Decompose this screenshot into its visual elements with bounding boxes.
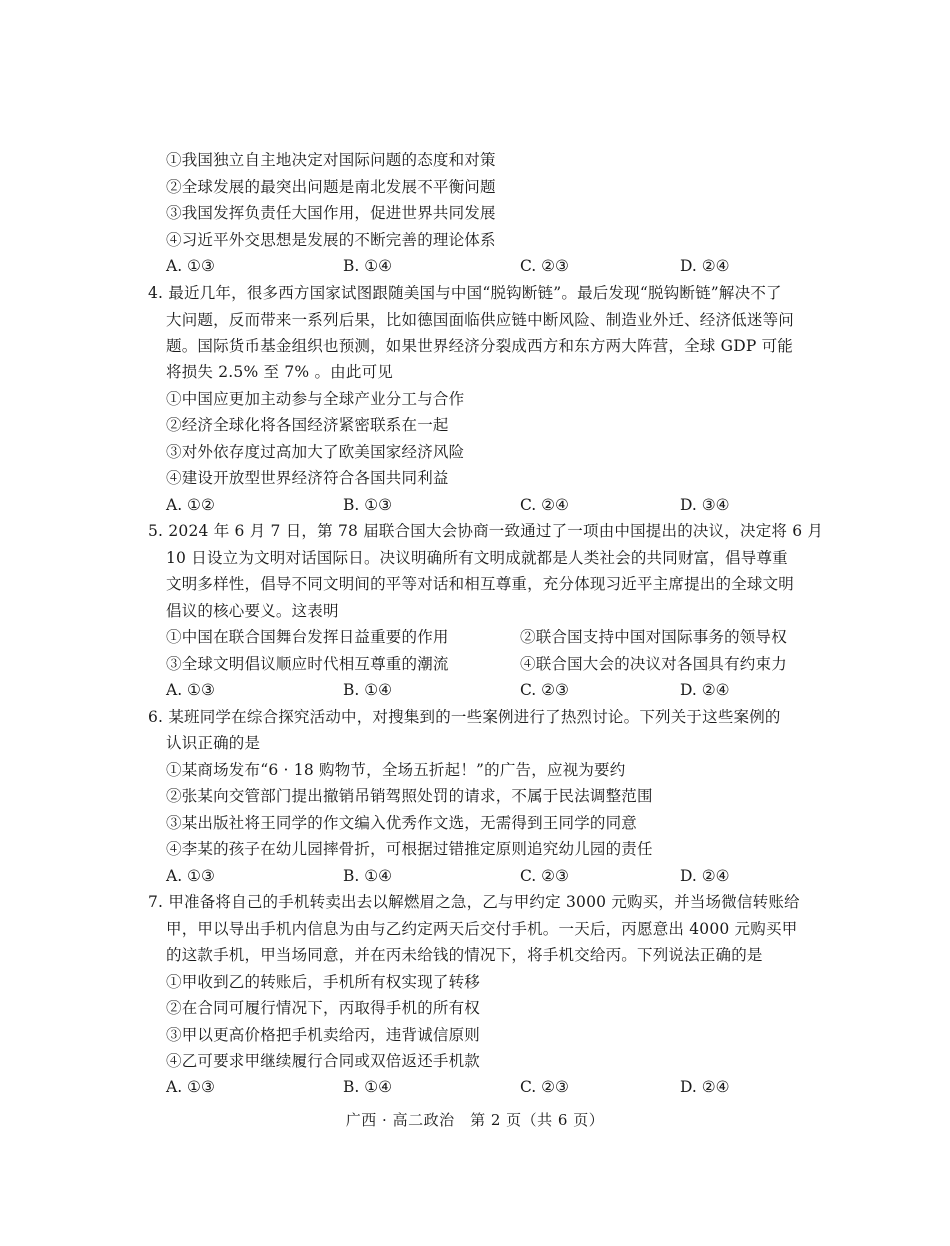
q4-stem-line-2: 大问题，反而带来一系列后果，比如德国面临供应链中断风险、制造业外迁、经济低迷等问 xyxy=(166,311,795,329)
q6-choice-c: C. ②③ xyxy=(520,867,569,885)
q6-stem-line-2: 认识正确的是 xyxy=(166,734,261,752)
q4-stem-line-4: 将损失 2.5% 至 7% 。由此可见 xyxy=(166,363,393,381)
q7-stem-line-3: 的这款手机，甲当场同意，并在丙未给钱的情况下，将手机交给丙。下列说法正确的是 xyxy=(166,946,763,964)
q7-choice-d: D. ②④ xyxy=(680,1078,730,1096)
q5-option-3: ③全球文明倡议顺应时代相互尊重的潮流 xyxy=(166,655,449,673)
page-footer: 广西 · 高二政治 第 2 页（共 6 页） xyxy=(345,1111,605,1129)
q3-option-3: ③我国发挥负责任大国作用，促进世界共同发展 xyxy=(166,204,496,222)
q6-stem-line-1: 6. 某班同学在综合探究活动中，对搜集到的一些案例进行了热烈讨论。下列关于这些案例的 xyxy=(148,708,781,726)
q3-choice-d: D. ②④ xyxy=(680,257,730,275)
q3-choice-c: C. ②③ xyxy=(520,257,569,275)
q4-stem-line-3: 题。国际货币基金组织也预测，如果世界经济分裂成西方和东方两大阵营，全球 GDP 可能 xyxy=(166,337,793,355)
q5-option-2: ②联合国支持中国对国际事务的领导权 xyxy=(520,628,787,646)
q5-stem-line-3: 文明多样性，倡导不同文明间的平等对话和相互尊重，充分体现习近平主席提出的全球文明 xyxy=(166,575,795,593)
q3-option-4: ④习近平外交思想是发展的不断完善的理论体系 xyxy=(166,231,496,249)
q7-stem-line-1: 7. 甲准备将自己的手机转卖出去以解燃眉之急，乙与甲约定 3000 元购买，并当场微信转账给 xyxy=(148,893,800,911)
q4-choice-a: A. ①② xyxy=(166,496,215,514)
q7-option-3: ③甲以更高价格把手机卖给丙，违背诚信原则 xyxy=(166,1026,481,1044)
q3-choice-a: A. ①③ xyxy=(166,257,215,275)
q4-option-3: ③对外依存度过高加大了欧美国家经济风险 xyxy=(166,443,465,461)
q5-stem-line-2: 10 日设立为文明对话国际日。决议明确所有文明成就都是人类社会的共同财富，倡导尊重 xyxy=(166,549,788,567)
q5-option-1: ①中国在联合国舞台发挥日益重要的作用 xyxy=(166,628,449,646)
q7-choice-a: A. ①③ xyxy=(166,1078,215,1096)
q6-choice-b: B. ①④ xyxy=(343,867,393,885)
q5-stem-line-1: 5. 2024 年 6 月 7 日，第 78 届联合国大会协商一致通过了一项由中国提出的决议，决定将 6 月 xyxy=(148,522,824,540)
q4-option-4: ④建设开放型世界经济符合各国共同利益 xyxy=(166,469,449,487)
q6-option-1: ①某商场发布“6 · 18 购物节，全场五折起！”的广告，应视为要约 xyxy=(166,761,626,779)
q3-option-2: ②全球发展的最突出问题是南北发展不平衡问题 xyxy=(166,178,496,196)
q4-option-2: ②经济全球化将各国经济紧密联系在一起 xyxy=(166,416,449,434)
q7-choice-b: B. ①④ xyxy=(343,1078,393,1096)
q6-option-3: ③某出版社将王同学的作文编入优秀作文选，无需得到王同学的同意 xyxy=(166,814,638,832)
q4-choice-d: D. ③④ xyxy=(680,496,730,514)
q7-option-1: ①甲收到乙的转账后，手机所有权实现了转移 xyxy=(166,973,481,991)
q5-choice-d: D. ②④ xyxy=(680,681,730,699)
q7-option-2: ②在合同可履行情况下，丙取得手机的所有权 xyxy=(166,999,481,1017)
q7-choice-c: C. ②③ xyxy=(520,1078,569,1096)
q3-option-1: ①我国独立自主地决定对国际问题的态度和对策 xyxy=(166,151,496,169)
q5-option-4: ④联合国大会的决议对各国具有约束力 xyxy=(520,655,787,673)
q6-option-2: ②张某向交管部门提出撤销吊销驾照处罚的请求，不属于民法调整范围 xyxy=(166,787,653,805)
q5-stem-line-4: 倡议的核心要义。这表明 xyxy=(166,602,339,620)
q7-option-4: ④乙可要求甲继续履行合同或双倍返还手机款 xyxy=(166,1052,481,1070)
q7-stem-line-2: 甲，甲以导出手机内信息为由与乙约定两天后交付手机。一天后，丙愿意出 4000 元购买甲 xyxy=(166,920,798,938)
q4-choice-c: C. ②④ xyxy=(520,496,569,514)
q4-option-1: ①中国应更加主动参与全球产业分工与合作 xyxy=(166,390,465,408)
q4-choice-b: B. ①③ xyxy=(343,496,393,514)
q3-choice-b: B. ①④ xyxy=(343,257,393,275)
q6-choice-d: D. ②④ xyxy=(680,867,730,885)
q6-option-4: ④李某的孩子在幼儿园摔骨折，可根据过错推定原则追究幼儿园的责任 xyxy=(166,840,653,858)
q5-choice-c: C. ②③ xyxy=(520,681,569,699)
q5-choice-a: A. ①③ xyxy=(166,681,215,699)
q4-stem-line-1: 4. 最近几年，很多西方国家试图跟随美国与中国“脱钩断链”。最后发现“脱钩断链”解决不了 xyxy=(148,284,782,302)
q5-choice-b: B. ①④ xyxy=(343,681,393,699)
q6-choice-a: A. ①③ xyxy=(166,867,215,885)
